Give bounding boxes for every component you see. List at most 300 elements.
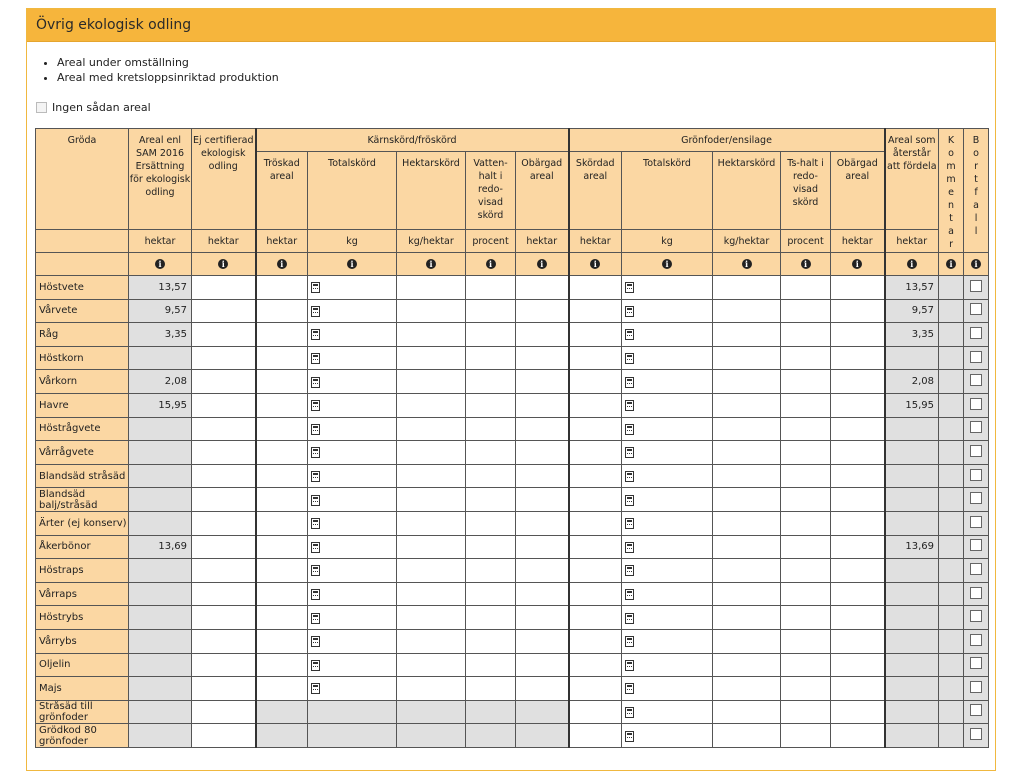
ej-certifierad-input[interactable] xyxy=(192,417,256,441)
tshalt-input[interactable] xyxy=(781,724,831,748)
obargad-areal-input[interactable] xyxy=(516,535,569,559)
obargad-areal-gron-input[interactable] xyxy=(831,393,885,417)
troskad-areal-input[interactable] xyxy=(256,346,308,370)
bortfall-checkbox[interactable] xyxy=(970,492,982,504)
totalskord-input[interactable] xyxy=(308,393,397,417)
info-icon[interactable]: i xyxy=(277,259,287,269)
hektarskord-gron-input[interactable] xyxy=(713,629,781,653)
tshalt-input[interactable] xyxy=(781,606,831,630)
info-icon[interactable]: i xyxy=(347,259,357,269)
tshalt-input[interactable] xyxy=(781,582,831,606)
ej-certifierad-input[interactable] xyxy=(192,323,256,347)
obargad-areal-input[interactable] xyxy=(516,441,569,465)
obargad-areal-gron-input[interactable] xyxy=(831,582,885,606)
hektarskord-gron-input[interactable] xyxy=(713,488,781,512)
calculator-icon[interactable] xyxy=(625,306,634,317)
skordad-areal-input[interactable] xyxy=(569,370,622,394)
troskad-areal-input[interactable] xyxy=(256,323,308,347)
kommentar-cell[interactable] xyxy=(939,582,964,606)
tshalt-input[interactable] xyxy=(781,700,831,724)
hektarskord-input[interactable] xyxy=(397,370,466,394)
totalskord-input[interactable] xyxy=(308,629,397,653)
tshalt-input[interactable] xyxy=(781,276,831,300)
kommentar-cell[interactable] xyxy=(939,323,964,347)
hektarskord-input[interactable] xyxy=(397,511,466,535)
kommentar-cell[interactable] xyxy=(939,724,964,748)
tshalt-input[interactable] xyxy=(781,559,831,583)
hektarskord-input[interactable] xyxy=(397,582,466,606)
info-icon[interactable]: i xyxy=(662,259,672,269)
kommentar-cell[interactable] xyxy=(939,488,964,512)
obargad-areal-input[interactable] xyxy=(516,299,569,323)
calculator-icon[interactable] xyxy=(625,282,634,293)
obargad-areal-input[interactable] xyxy=(516,323,569,347)
calculator-icon[interactable] xyxy=(625,731,634,742)
totalskord-input[interactable] xyxy=(622,299,713,323)
vattenhalt-input[interactable] xyxy=(466,299,516,323)
troskad-areal-input[interactable] xyxy=(256,488,308,512)
calculator-icon[interactable] xyxy=(311,542,320,553)
bortfall-checkbox[interactable] xyxy=(970,563,982,575)
tshalt-input[interactable] xyxy=(781,629,831,653)
hektarskord-gron-input[interactable] xyxy=(713,417,781,441)
obargad-areal-gron-input[interactable] xyxy=(831,441,885,465)
info-icon[interactable]: i xyxy=(537,259,547,269)
totalskord-input[interactable] xyxy=(622,653,713,677)
totalskord-input[interactable] xyxy=(622,629,713,653)
obargad-areal-input[interactable] xyxy=(516,417,569,441)
calculator-icon[interactable] xyxy=(625,636,634,647)
kommentar-cell[interactable] xyxy=(939,370,964,394)
hektarskord-input[interactable] xyxy=(397,464,466,488)
kommentar-cell[interactable] xyxy=(939,346,964,370)
skordad-areal-input[interactable] xyxy=(569,535,622,559)
obargad-areal-input[interactable] xyxy=(516,488,569,512)
vattenhalt-input[interactable] xyxy=(466,559,516,583)
calculator-icon[interactable] xyxy=(311,447,320,458)
bortfall-checkbox[interactable] xyxy=(970,469,982,481)
totalskord-input[interactable] xyxy=(622,700,713,724)
hektarskord-gron-input[interactable] xyxy=(713,323,781,347)
skordad-areal-input[interactable] xyxy=(569,606,622,630)
kommentar-cell[interactable] xyxy=(939,606,964,630)
ej-certifierad-input[interactable] xyxy=(192,653,256,677)
calculator-icon[interactable] xyxy=(311,636,320,647)
troskad-areal-input[interactable] xyxy=(256,582,308,606)
calculator-icon[interactable] xyxy=(625,660,634,671)
ej-certifierad-input[interactable] xyxy=(192,393,256,417)
bortfall-checkbox[interactable] xyxy=(970,351,982,363)
hektarskord-gron-input[interactable] xyxy=(713,700,781,724)
bortfall-checkbox[interactable] xyxy=(970,374,982,386)
skordad-areal-input[interactable] xyxy=(569,441,622,465)
calculator-icon[interactable] xyxy=(311,329,320,340)
obargad-areal-gron-input[interactable] xyxy=(831,606,885,630)
totalskord-input[interactable] xyxy=(622,370,713,394)
hektarskord-input[interactable] xyxy=(397,276,466,300)
hektarskord-gron-input[interactable] xyxy=(713,299,781,323)
calculator-icon[interactable] xyxy=(625,353,634,364)
ej-certifierad-input[interactable] xyxy=(192,488,256,512)
calculator-icon[interactable] xyxy=(625,518,634,529)
vattenhalt-input[interactable] xyxy=(466,629,516,653)
calculator-icon[interactable] xyxy=(311,518,320,529)
info-icon[interactable]: i xyxy=(971,259,981,269)
obargad-areal-gron-input[interactable] xyxy=(831,653,885,677)
ej-certifierad-input[interactable] xyxy=(192,370,256,394)
obargad-areal-gron-input[interactable] xyxy=(831,629,885,653)
bortfall-checkbox[interactable] xyxy=(970,421,982,433)
vattenhalt-input[interactable] xyxy=(466,653,516,677)
hektarskord-gron-input[interactable] xyxy=(713,346,781,370)
obargad-areal-input[interactable] xyxy=(516,629,569,653)
tshalt-input[interactable] xyxy=(781,535,831,559)
tshalt-input[interactable] xyxy=(781,393,831,417)
skordad-areal-input[interactable] xyxy=(569,629,622,653)
obargad-areal-input[interactable] xyxy=(516,393,569,417)
troskad-areal-input[interactable] xyxy=(256,276,308,300)
vattenhalt-input[interactable] xyxy=(466,346,516,370)
info-icon[interactable]: i xyxy=(852,259,862,269)
info-icon[interactable]: i xyxy=(486,259,496,269)
hektarskord-input[interactable] xyxy=(397,346,466,370)
hektarskord-input[interactable] xyxy=(397,559,466,583)
ej-certifierad-input[interactable] xyxy=(192,582,256,606)
kommentar-cell[interactable] xyxy=(939,629,964,653)
totalskord-input[interactable] xyxy=(308,535,397,559)
hektarskord-gron-input[interactable] xyxy=(713,582,781,606)
info-icon[interactable]: i xyxy=(801,259,811,269)
kommentar-cell[interactable] xyxy=(939,441,964,465)
tshalt-input[interactable] xyxy=(781,417,831,441)
calculator-icon[interactable] xyxy=(625,707,634,718)
obargad-areal-gron-input[interactable] xyxy=(831,323,885,347)
kommentar-cell[interactable] xyxy=(939,417,964,441)
skordad-areal-input[interactable] xyxy=(569,511,622,535)
bortfall-checkbox[interactable] xyxy=(970,445,982,457)
tshalt-input[interactable] xyxy=(781,677,831,701)
obargad-areal-input[interactable] xyxy=(516,276,569,300)
obargad-areal-gron-input[interactable] xyxy=(831,559,885,583)
totalskord-input[interactable] xyxy=(308,464,397,488)
ej-certifierad-input[interactable] xyxy=(192,559,256,583)
ej-certifierad-input[interactable] xyxy=(192,606,256,630)
totalskord-input[interactable] xyxy=(308,441,397,465)
bortfall-checkbox[interactable] xyxy=(970,657,982,669)
troskad-areal-input[interactable] xyxy=(256,606,308,630)
troskad-areal-input[interactable] xyxy=(256,629,308,653)
calculator-icon[interactable] xyxy=(625,565,634,576)
troskad-areal-input[interactable] xyxy=(256,677,308,701)
ej-certifierad-input[interactable] xyxy=(192,276,256,300)
hektarskord-input[interactable] xyxy=(397,606,466,630)
ej-certifierad-input[interactable] xyxy=(192,299,256,323)
obargad-areal-gron-input[interactable] xyxy=(831,511,885,535)
obargad-areal-gron-input[interactable] xyxy=(831,677,885,701)
obargad-areal-input[interactable] xyxy=(516,653,569,677)
tshalt-input[interactable] xyxy=(781,346,831,370)
tshalt-input[interactable] xyxy=(781,323,831,347)
calculator-icon[interactable] xyxy=(625,329,634,340)
calculator-icon[interactable] xyxy=(625,447,634,458)
calculator-icon[interactable] xyxy=(311,589,320,600)
ej-certifierad-input[interactable] xyxy=(192,700,256,724)
hektarskord-input[interactable] xyxy=(397,299,466,323)
skordad-areal-input[interactable] xyxy=(569,323,622,347)
obargad-areal-input[interactable] xyxy=(516,511,569,535)
obargad-areal-input[interactable] xyxy=(516,464,569,488)
calculator-icon[interactable] xyxy=(311,565,320,576)
calculator-icon[interactable] xyxy=(625,377,634,388)
skordad-areal-input[interactable] xyxy=(569,393,622,417)
obargad-areal-gron-input[interactable] xyxy=(831,464,885,488)
troskad-areal-input[interactable] xyxy=(256,370,308,394)
bortfall-checkbox[interactable] xyxy=(970,398,982,410)
totalskord-input[interactable] xyxy=(308,653,397,677)
info-icon[interactable]: i xyxy=(155,259,165,269)
totalskord-input[interactable] xyxy=(622,464,713,488)
hektarskord-gron-input[interactable] xyxy=(713,559,781,583)
calculator-icon[interactable] xyxy=(311,613,320,624)
totalskord-input[interactable] xyxy=(308,417,397,441)
ej-certifierad-input[interactable] xyxy=(192,629,256,653)
calculator-icon[interactable] xyxy=(311,306,320,317)
troskad-areal-input[interactable] xyxy=(256,511,308,535)
info-icon[interactable]: i xyxy=(742,259,752,269)
calculator-icon[interactable] xyxy=(625,400,634,411)
bortfall-checkbox[interactable] xyxy=(970,634,982,646)
hektarskord-input[interactable] xyxy=(397,653,466,677)
hektarskord-gron-input[interactable] xyxy=(713,370,781,394)
calculator-icon[interactable] xyxy=(625,589,634,600)
totalskord-input[interactable] xyxy=(308,677,397,701)
totalskord-input[interactable] xyxy=(308,346,397,370)
skordad-areal-input[interactable] xyxy=(569,582,622,606)
obargad-areal-gron-input[interactable] xyxy=(831,346,885,370)
vattenhalt-input[interactable] xyxy=(466,582,516,606)
hektarskord-gron-input[interactable] xyxy=(713,393,781,417)
hektarskord-gron-input[interactable] xyxy=(713,724,781,748)
tshalt-input[interactable] xyxy=(781,511,831,535)
obargad-areal-input[interactable] xyxy=(516,677,569,701)
bortfall-checkbox[interactable] xyxy=(970,587,982,599)
vattenhalt-input[interactable] xyxy=(466,511,516,535)
vattenhalt-input[interactable] xyxy=(466,488,516,512)
skordad-areal-input[interactable] xyxy=(569,653,622,677)
hektarskord-gron-input[interactable] xyxy=(713,535,781,559)
totalskord-input[interactable] xyxy=(622,535,713,559)
skordad-areal-input[interactable] xyxy=(569,700,622,724)
obargad-areal-gron-input[interactable] xyxy=(831,276,885,300)
troskad-areal-input[interactable] xyxy=(256,393,308,417)
totalskord-input[interactable] xyxy=(308,323,397,347)
vattenhalt-input[interactable] xyxy=(466,393,516,417)
obargad-areal-gron-input[interactable] xyxy=(831,299,885,323)
calculator-icon[interactable] xyxy=(311,660,320,671)
obargad-areal-gron-input[interactable] xyxy=(831,488,885,512)
hektarskord-input[interactable] xyxy=(397,323,466,347)
bortfall-checkbox[interactable] xyxy=(970,516,982,528)
kommentar-cell[interactable] xyxy=(939,535,964,559)
bortfall-checkbox[interactable] xyxy=(970,610,982,622)
kommentar-cell[interactable] xyxy=(939,653,964,677)
totalskord-input[interactable] xyxy=(622,488,713,512)
tshalt-input[interactable] xyxy=(781,464,831,488)
info-icon[interactable]: i xyxy=(426,259,436,269)
bortfall-checkbox[interactable] xyxy=(970,681,982,693)
troskad-areal-input[interactable] xyxy=(256,441,308,465)
vattenhalt-input[interactable] xyxy=(466,417,516,441)
tshalt-input[interactable] xyxy=(781,653,831,677)
totalskord-input[interactable] xyxy=(308,606,397,630)
bortfall-checkbox[interactable] xyxy=(970,728,982,740)
totalskord-input[interactable] xyxy=(622,276,713,300)
totalskord-input[interactable] xyxy=(622,417,713,441)
skordad-areal-input[interactable] xyxy=(569,724,622,748)
totalskord-input[interactable] xyxy=(308,299,397,323)
kommentar-cell[interactable] xyxy=(939,464,964,488)
info-icon[interactable]: i xyxy=(946,259,956,269)
obargad-areal-gron-input[interactable] xyxy=(831,724,885,748)
no-area-checkbox[interactable] xyxy=(36,102,47,113)
troskad-areal-input[interactable] xyxy=(256,299,308,323)
ej-certifierad-input[interactable] xyxy=(192,346,256,370)
hektarskord-input[interactable] xyxy=(397,393,466,417)
hektarskord-input[interactable] xyxy=(397,441,466,465)
kommentar-cell[interactable] xyxy=(939,700,964,724)
ej-certifierad-input[interactable] xyxy=(192,677,256,701)
calculator-icon[interactable] xyxy=(625,542,634,553)
troskad-areal-input[interactable] xyxy=(256,417,308,441)
hektarskord-gron-input[interactable] xyxy=(713,276,781,300)
hektarskord-input[interactable] xyxy=(397,677,466,701)
skordad-areal-input[interactable] xyxy=(569,559,622,583)
kommentar-cell[interactable] xyxy=(939,393,964,417)
tshalt-input[interactable] xyxy=(781,441,831,465)
vattenhalt-input[interactable] xyxy=(466,606,516,630)
calculator-icon[interactable] xyxy=(625,613,634,624)
hektarskord-input[interactable] xyxy=(397,417,466,441)
tshalt-input[interactable] xyxy=(781,370,831,394)
ej-certifierad-input[interactable] xyxy=(192,724,256,748)
kommentar-cell[interactable] xyxy=(939,299,964,323)
hektarskord-input[interactable] xyxy=(397,629,466,653)
totalskord-input[interactable] xyxy=(622,677,713,701)
calculator-icon[interactable] xyxy=(311,377,320,388)
calculator-icon[interactable] xyxy=(311,353,320,364)
totalskord-input[interactable] xyxy=(622,582,713,606)
totalskord-input[interactable] xyxy=(622,606,713,630)
ej-certifierad-input[interactable] xyxy=(192,441,256,465)
ej-certifierad-input[interactable] xyxy=(192,535,256,559)
no-area-checkbox-row[interactable] xyxy=(36,101,151,114)
totalskord-input[interactable] xyxy=(622,441,713,465)
ej-certifierad-input[interactable] xyxy=(192,511,256,535)
bortfall-checkbox[interactable] xyxy=(970,280,982,292)
totalskord-input[interactable] xyxy=(308,276,397,300)
hektarskord-gron-input[interactable] xyxy=(713,606,781,630)
skordad-areal-input[interactable] xyxy=(569,464,622,488)
calculator-icon[interactable] xyxy=(311,683,320,694)
hektarskord-input[interactable] xyxy=(397,535,466,559)
totalskord-input[interactable] xyxy=(622,346,713,370)
calculator-icon[interactable] xyxy=(625,471,634,482)
totalskord-input[interactable] xyxy=(622,511,713,535)
totalskord-input[interactable] xyxy=(622,724,713,748)
obargad-areal-gron-input[interactable] xyxy=(831,700,885,724)
hektarskord-gron-input[interactable] xyxy=(713,653,781,677)
skordad-areal-input[interactable] xyxy=(569,346,622,370)
obargad-areal-input[interactable] xyxy=(516,559,569,583)
kommentar-cell[interactable] xyxy=(939,276,964,300)
vattenhalt-input[interactable] xyxy=(466,441,516,465)
totalskord-input[interactable] xyxy=(622,323,713,347)
tshalt-input[interactable] xyxy=(781,488,831,512)
bortfall-checkbox[interactable] xyxy=(970,704,982,716)
hektarskord-gron-input[interactable] xyxy=(713,677,781,701)
obargad-areal-input[interactable] xyxy=(516,346,569,370)
calculator-icon[interactable] xyxy=(311,424,320,435)
obargad-areal-gron-input[interactable] xyxy=(831,370,885,394)
totalskord-input[interactable] xyxy=(622,393,713,417)
ej-certifierad-input[interactable] xyxy=(192,464,256,488)
totalskord-input[interactable] xyxy=(308,582,397,606)
vattenhalt-input[interactable] xyxy=(466,464,516,488)
troskad-areal-input[interactable] xyxy=(256,559,308,583)
calculator-icon[interactable] xyxy=(625,683,634,694)
info-icon[interactable]: i xyxy=(590,259,600,269)
troskad-areal-input[interactable] xyxy=(256,464,308,488)
calculator-icon[interactable] xyxy=(311,471,320,482)
obargad-areal-gron-input[interactable] xyxy=(831,535,885,559)
skordad-areal-input[interactable] xyxy=(569,488,622,512)
calculator-icon[interactable] xyxy=(625,424,634,435)
vattenhalt-input[interactable] xyxy=(466,535,516,559)
skordad-areal-input[interactable] xyxy=(569,417,622,441)
obargad-areal-input[interactable] xyxy=(516,606,569,630)
troskad-areal-input[interactable] xyxy=(256,653,308,677)
kommentar-cell[interactable] xyxy=(939,559,964,583)
calculator-icon[interactable] xyxy=(625,495,634,506)
kommentar-cell[interactable] xyxy=(939,511,964,535)
info-icon[interactable]: i xyxy=(218,259,228,269)
hektarskord-input[interactable] xyxy=(397,488,466,512)
calculator-icon[interactable] xyxy=(311,400,320,411)
calculator-icon[interactable] xyxy=(311,282,320,293)
troskad-areal-input[interactable] xyxy=(256,535,308,559)
obargad-areal-input[interactable] xyxy=(516,582,569,606)
hektarskord-gron-input[interactable] xyxy=(713,511,781,535)
totalskord-input[interactable] xyxy=(308,559,397,583)
totalskord-input[interactable] xyxy=(308,370,397,394)
totalskord-input[interactable] xyxy=(308,488,397,512)
obargad-areal-input[interactable] xyxy=(516,370,569,394)
vattenhalt-input[interactable] xyxy=(466,677,516,701)
calculator-icon[interactable] xyxy=(311,495,320,506)
kommentar-cell[interactable] xyxy=(939,677,964,701)
tshalt-input[interactable] xyxy=(781,299,831,323)
totalskord-input[interactable] xyxy=(308,511,397,535)
totalskord-input[interactable] xyxy=(622,559,713,583)
info-icon[interactable]: i xyxy=(907,259,917,269)
hektarskord-gron-input[interactable] xyxy=(713,441,781,465)
skordad-areal-input[interactable] xyxy=(569,677,622,701)
vattenhalt-input[interactable] xyxy=(466,323,516,347)
vattenhalt-input[interactable] xyxy=(466,370,516,394)
obargad-areal-gron-input[interactable] xyxy=(831,417,885,441)
vattenhalt-input[interactable] xyxy=(466,276,516,300)
skordad-areal-input[interactable] xyxy=(569,276,622,300)
